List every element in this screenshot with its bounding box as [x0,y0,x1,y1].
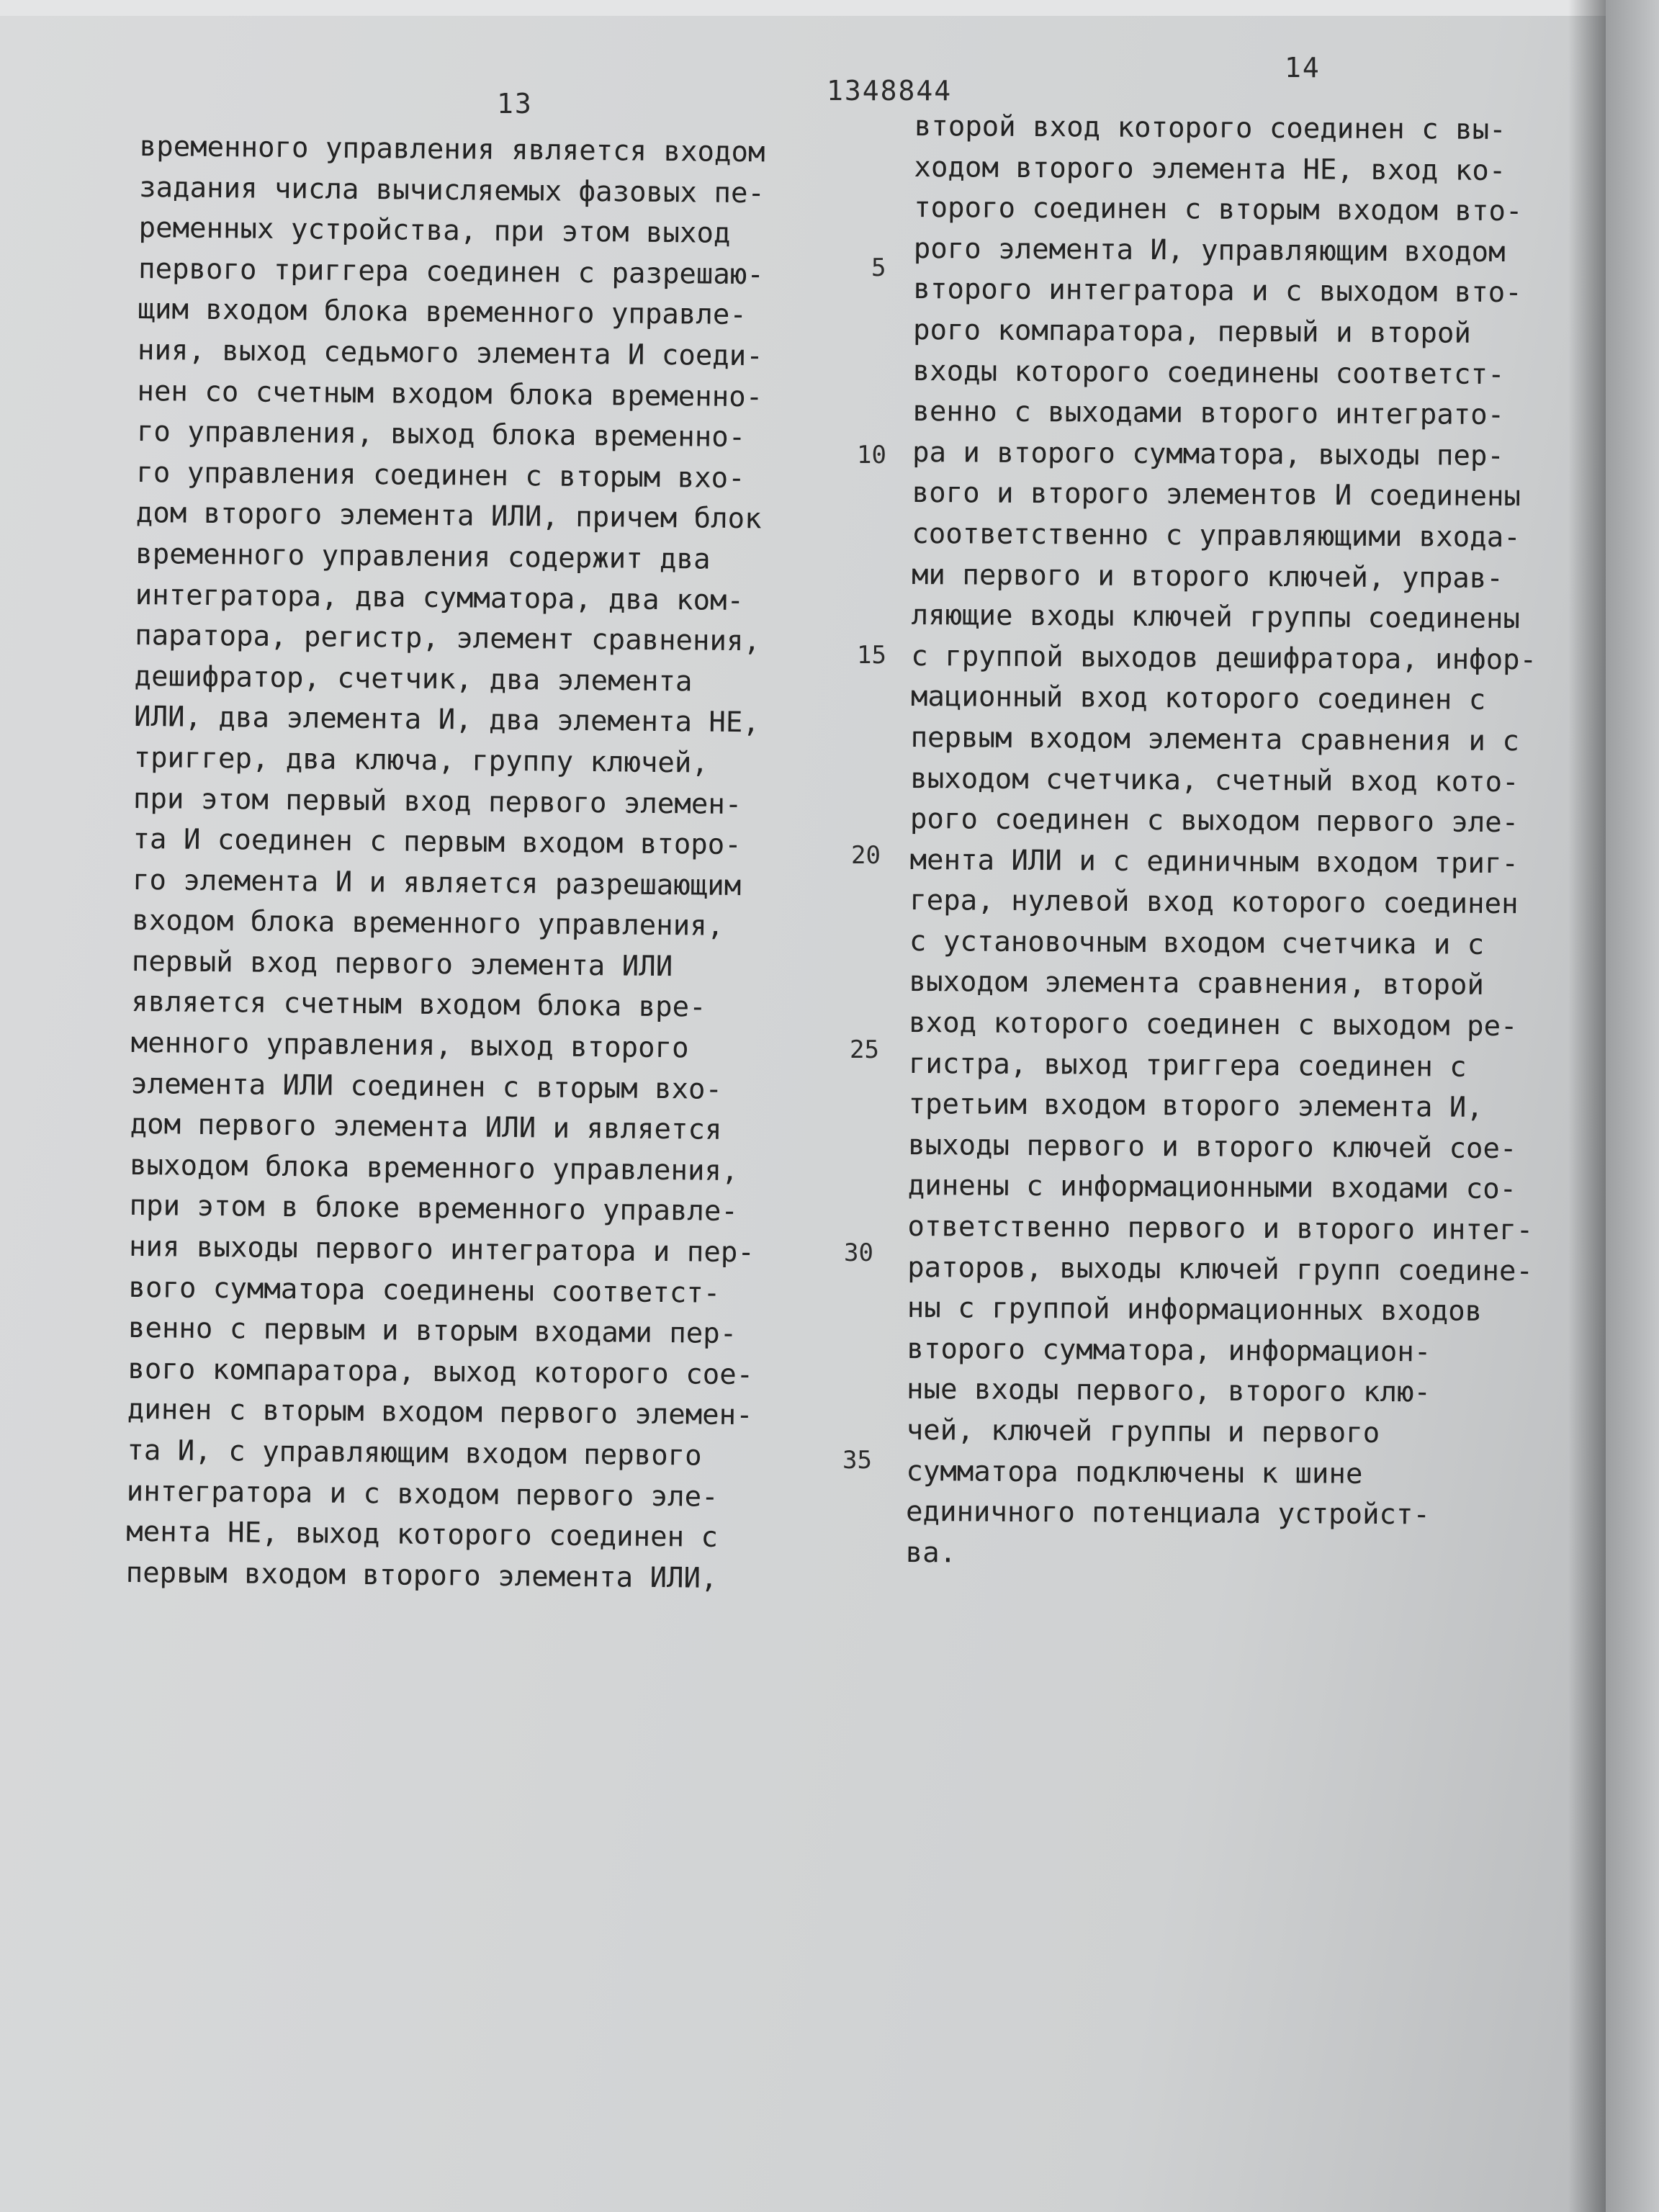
text-line: ны с группой информационных входов [907,1292,1483,1328]
text-line: ра и второго сумматора, выходы пер- [912,436,1505,472]
left-text-column [125,127,860,1601]
text-line: входом блока временного управления, [132,904,724,943]
text-line: гера, нулевой вход которого соединен [909,884,1519,921]
text-line: го управления, выход блока временно- [136,415,746,454]
text-line: мента ИЛИ и с единичным входом триг- [909,843,1519,880]
text-line: рого элемента И, управляющим входом [913,232,1506,269]
text-line: венно с первым и вторым входами пер- [127,1312,737,1351]
text-line: та И соединен с первым входом второ- [132,823,742,862]
page-edge-shadow [1568,0,1606,2212]
text-line: мационный вход которого соединен с [910,680,1486,717]
line-number: 20 [851,841,881,870]
text-line: динен с вторым входом первого элемен- [127,1393,753,1432]
top-paper-strip [0,0,1606,16]
text-line: интегратора, два сумматора, два ком- [135,578,745,617]
text-line: вого и второго элементов И соединены [912,477,1521,513]
text-line: временного управления содержит два [135,537,711,576]
text-line: дом второго элемента ИЛИ, причем блок [135,497,762,536]
text-line: та И, с управляющим входом первого [127,1434,702,1473]
text-line: ИЛИ, два элемента И, два элемента НЕ, [133,701,760,739]
text-line: паратора, регистр, элемент сравнения, [135,619,761,658]
text-line: первым входом второго элемента ИЛИ, [125,1556,718,1595]
text-line: соответственно с управляющими входа- [912,517,1521,554]
text-line: выходом счетчика, счетный вход кото- [910,762,1519,799]
text-line: первым входом элемента сравнения и с [910,721,1520,758]
text-line: второго интегратора и с выходом вто- [913,273,1522,310]
text-line: с установочным входом счетчика и с [909,925,1485,961]
text-line: задания числа вычисляемых фазовых пе- [138,171,765,210]
text-line: при этом в блоке временного управле- [129,1190,739,1228]
text-line: с группой выходов дешифратора, инфор- [911,639,1537,677]
text-line: ния, выход седьмого элемента И соеди- [137,333,763,373]
text-line: ми первого и второго ключей, управ- [911,558,1503,595]
text-line: ния выходы первого интегратора и пер- [128,1230,755,1269]
text-line: первого триггера соединен с разрешаю- [138,252,765,292]
text-line: единичного потенциала устройст- [905,1496,1431,1532]
text-line: нен со счетным входом блока временно- [137,374,763,413]
text-line: го элемента И и является разрешающим [132,863,742,902]
text-line: второго сумматора, информацион- [907,1332,1431,1369]
text-line: элемента ИЛИ соединен с вторым вхо- [130,1067,723,1106]
text-line: интегратора и с входом первого эле- [126,1475,719,1514]
text-line: динены с информационными входами со- [907,1169,1517,1206]
line-number: 15 [857,641,886,670]
text-line: раторов, выходы ключей групп соедине- [907,1251,1534,1287]
background-sheet [1606,0,1659,2212]
text-line: торого соединен с вторым входом вто- [914,192,1523,228]
right-text-column [906,107,1606,1578]
text-line: рого соединен с выходом первого эле- [909,803,1519,840]
line-number: 5 [871,253,886,282]
line-number: 35 [842,1446,872,1475]
text-line: ные входы первого, второго клю- [906,1373,1431,1409]
text-line: ременных устройства, при этом выход [138,212,731,251]
text-line: вого компаратора, выход которого сое- [127,1352,754,1392]
text-line: вого сумматора соединены соответст- [128,1271,721,1310]
line-number: 10 [857,441,886,469]
text-line: менного управления, выход второго [130,1027,689,1065]
text-line: чей, ключей группы и первого [906,1413,1380,1449]
text-line: второй вход которого соединен с вы- [914,109,1506,147]
text-line: дешифратор, счетчик, два элемента [134,660,693,698]
text-line: сумматора подключены к шине [906,1455,1363,1491]
text-line: при этом первый вход первого элемен- [132,782,742,821]
line-number: 30 [844,1238,873,1267]
page-number-left: 13 [497,88,533,120]
text-line: дом первого элемента ИЛИ и является [130,1108,722,1147]
text-line: входы которого соединены соответст- [912,354,1505,391]
text-line: ходом второго элемента НЕ, вход ко- [914,150,1506,187]
text-line: вход которого соединен с выходом ре- [909,1007,1518,1043]
text-line: первый вход первого элемента ИЛИ [131,945,673,984]
text-line: является счетным входом блока вре- [131,986,706,1025]
text-line: триггер, два ключа, группу ключей, [133,741,709,780]
text-line: ляющие входы ключей группы соединены [911,599,1521,636]
text-line: ответственно первого и второго интег- [907,1210,1534,1247]
text-line: третьим входом второго элемента И, [908,1088,1483,1125]
text-line: ва. [905,1536,957,1570]
text-line: выходом элемента сравнения, второй [909,966,1485,1002]
text-line: выходом блока временного управления, [129,1148,739,1187]
text-line: го управления соединен с вторым вхо- [136,456,745,495]
text-line: выходы первого и второго ключей сое- [908,1128,1517,1165]
document-number: 1348844 [827,75,953,107]
page-number-right: 14 [1285,52,1321,84]
text-line: щим входом блока временного управле- [138,293,747,332]
text-line: временного управления является входом [139,130,765,169]
text-line: рого компаратора, первый и второй [912,313,1472,350]
text-line: гистра, выход триггера соединен с [908,1047,1467,1084]
text-line: мента НЕ, выход которого соединен с [126,1516,719,1554]
text-line: венно с выходами второго интеграто- [912,395,1505,432]
line-number: 25 [850,1035,879,1064]
